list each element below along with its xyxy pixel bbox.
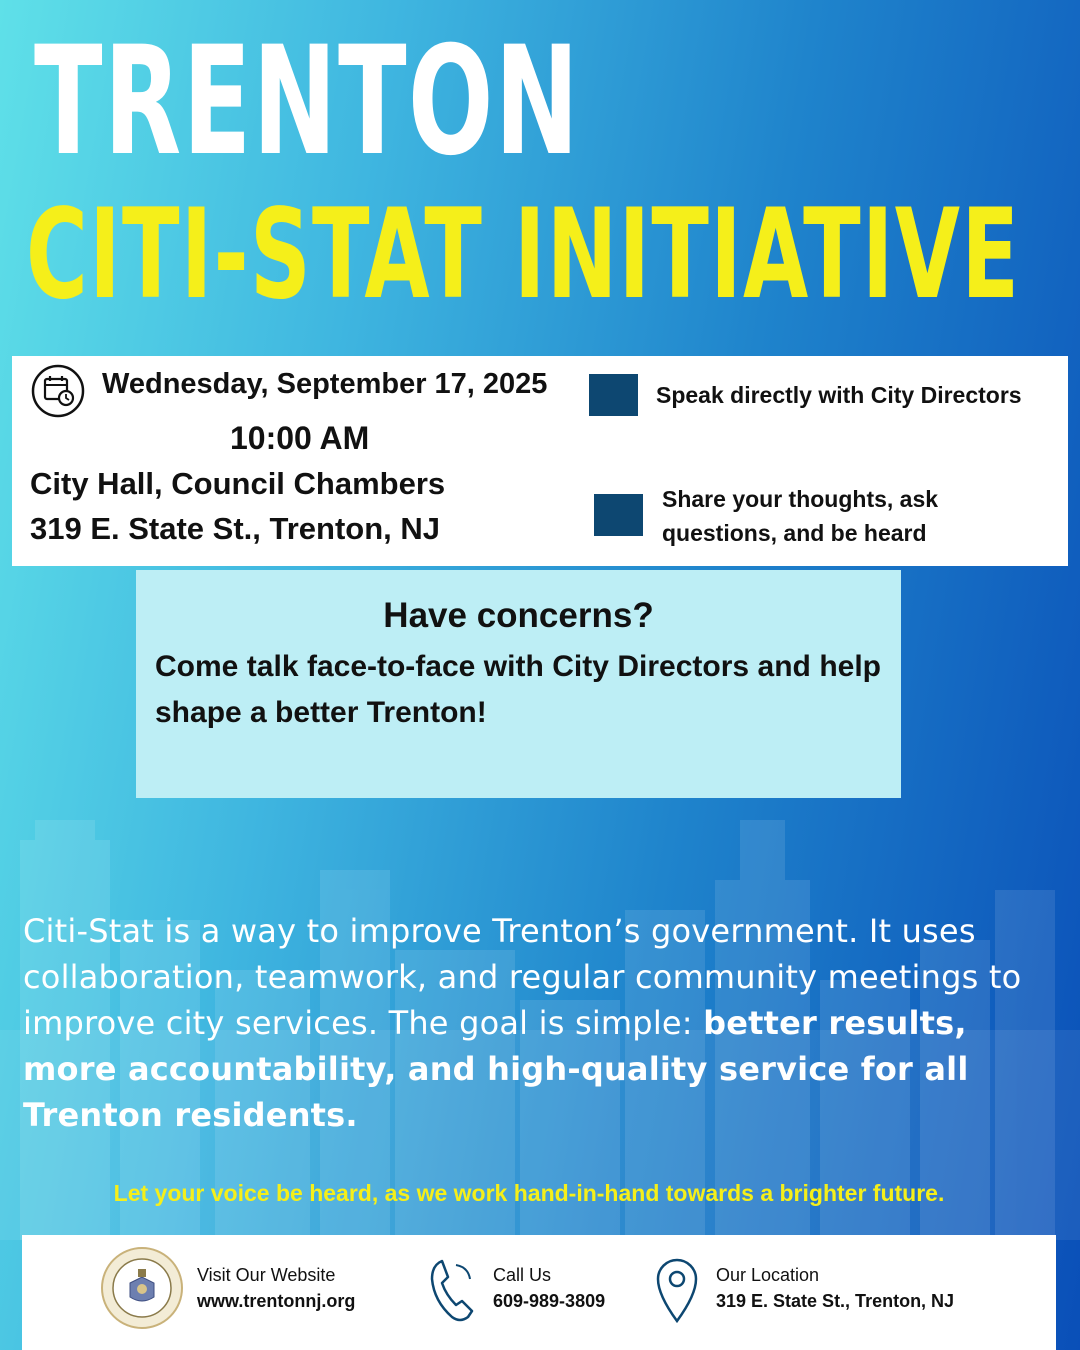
website-label: Visit Our Website [197, 1265, 336, 1285]
phone-icon [426, 1255, 478, 1325]
title-trenton: TRENTON [34, 15, 581, 189]
concerns-box [136, 570, 901, 798]
bullet-square [594, 494, 643, 536]
event-venue: City Hall, Council Chambers [30, 466, 446, 501]
title-citi-stat-initiative: CITI-STAT INITIATIVE [26, 183, 1021, 327]
location-label: Our Location [716, 1265, 820, 1285]
footer-contact-bar [22, 1235, 1056, 1350]
bullet-speak-with-directors: Speak directly with City Directors [656, 382, 1022, 408]
about-paragraph [23, 908, 1063, 1138]
event-time: 10:00 AM [230, 420, 370, 456]
bullet-square [589, 374, 638, 416]
website-link[interactable]: www.trentonnj.org [197, 1291, 356, 1311]
event-info-box [12, 356, 1068, 566]
phone-number[interactable]: 609-989-3809 [493, 1291, 606, 1311]
phone-label: Call Us [493, 1265, 552, 1285]
location-address: 319 E. State St., Trenton, NJ [716, 1291, 955, 1311]
about-text: Citi-Stat is a way to improve Trenton’s government. It uses collaboration, teamwork, and regular community meetings to improve city services. The goal is simple: [23, 912, 1022, 1042]
calendar-clock-icon [29, 364, 87, 418]
about-bold-text: better results, more accountability, and high-quality service for all Trenton residents. [23, 1004, 969, 1134]
event-date: Wednesday, September 17, 2025 [102, 368, 548, 400]
tagline: Let your voice be heard, as we work hand-in-hand towards a brighter future. [113, 1180, 945, 1206]
location-pin-icon [654, 1257, 700, 1325]
concerns-title: Have concerns? [383, 596, 654, 635]
bullet-share-thoughts: Share your thoughts, ask questions, and be heard [662, 486, 939, 546]
concerns-body: Come talk face-to-face with City Directors and help shape a better Trenton! [155, 650, 881, 729]
event-address: 319 E. State St., Trenton, NJ [30, 511, 441, 546]
city-seal-logo [101, 1247, 183, 1329]
